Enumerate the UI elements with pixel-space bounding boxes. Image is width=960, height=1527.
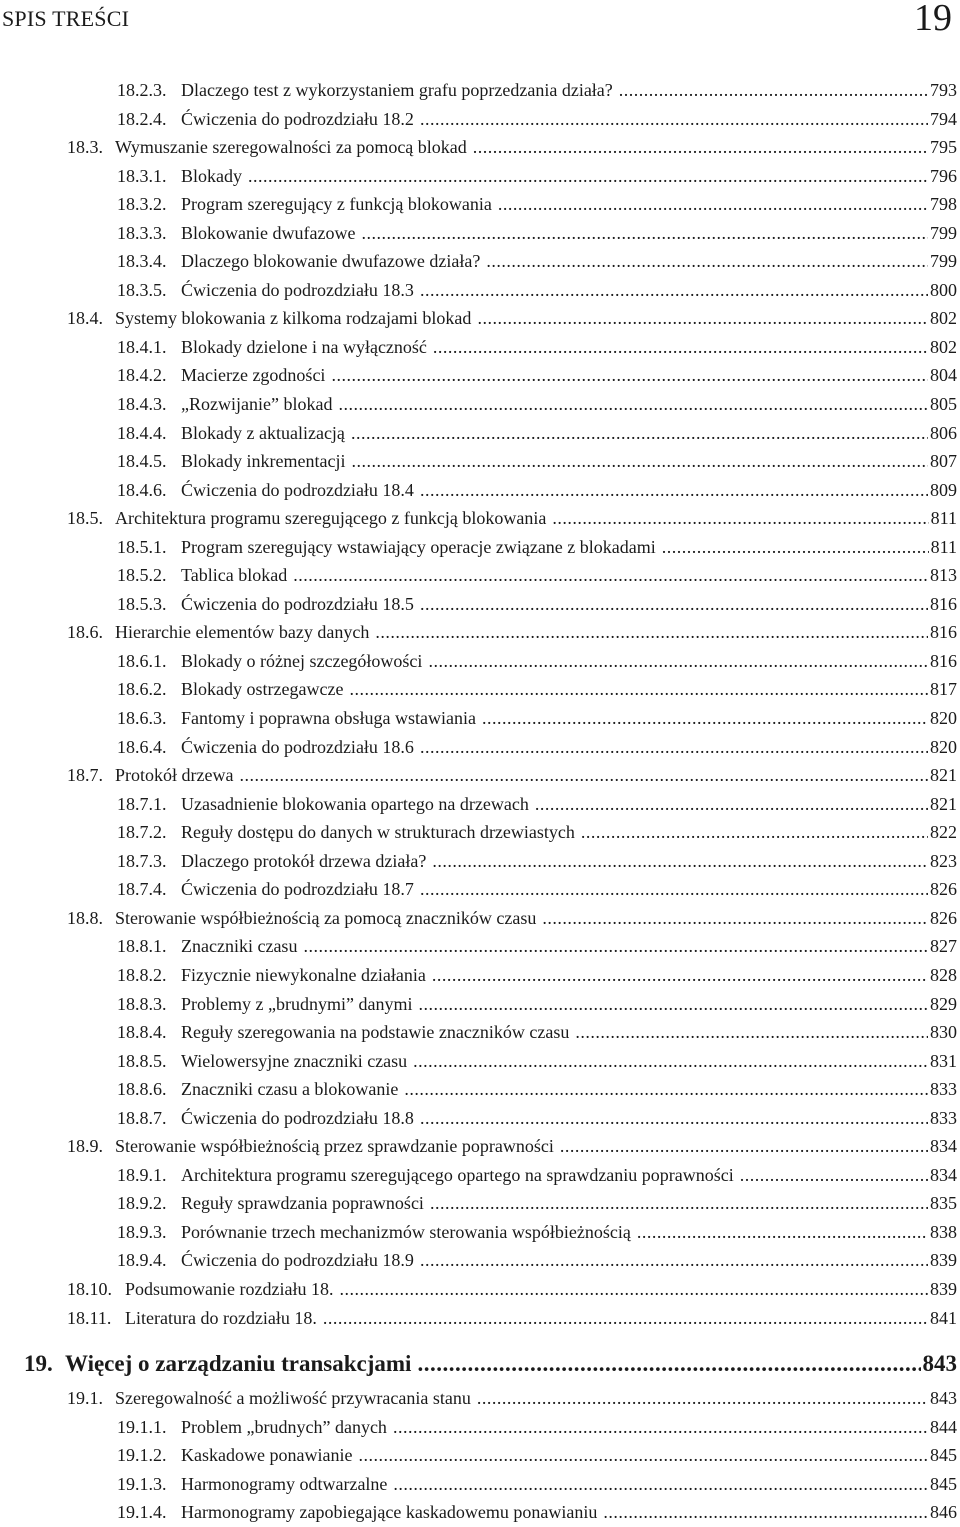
entry-title: Program szeregujący z funkcją blokowania bbox=[181, 194, 492, 215]
entry-page: 805 bbox=[930, 394, 957, 415]
toc-entry[interactable] bbox=[0, 647, 960, 676]
entry-title: Wymuszanie szeregowalności za pomocą blokad bbox=[115, 137, 467, 158]
entry-title: Dlaczego blokowanie dwufazowe działa? bbox=[181, 251, 481, 272]
entry-number: 18.8.5. bbox=[117, 1050, 167, 1071]
entry-page: 843 bbox=[930, 1388, 957, 1409]
dot-leader bbox=[404, 1075, 928, 1104]
toc-entry[interactable] bbox=[0, 1498, 960, 1527]
entry-number: 18.7. bbox=[67, 765, 103, 786]
entry-title: Ćwiczenia do podrozdziału 18.5 bbox=[181, 593, 414, 614]
entry-title: Systemy blokowania z kilkoma rodzajami blokad bbox=[115, 308, 472, 329]
dot-leader bbox=[477, 304, 928, 333]
entry-page: 826 bbox=[930, 879, 957, 900]
dot-leader bbox=[740, 1161, 928, 1190]
entry-page: 820 bbox=[930, 736, 957, 757]
entry-page: 802 bbox=[930, 308, 957, 329]
dot-leader bbox=[432, 847, 928, 876]
dot-leader bbox=[331, 361, 928, 390]
dot-leader bbox=[637, 1218, 928, 1247]
entry-page: 831 bbox=[930, 1050, 957, 1071]
entry-page: 833 bbox=[930, 1107, 957, 1128]
entry-title: Blokady z aktualizacją bbox=[181, 422, 345, 443]
entry-page: 827 bbox=[930, 936, 957, 957]
entry-page: 846 bbox=[930, 1502, 957, 1523]
toc-entry[interactable] bbox=[0, 133, 960, 162]
entry-number: 18.3.2. bbox=[117, 194, 167, 215]
entry-page: 835 bbox=[930, 1193, 957, 1214]
entry-page: 821 bbox=[930, 793, 957, 814]
entry-page: 833 bbox=[930, 1079, 957, 1100]
entry-title: Ćwiczenia do podrozdziału 18.9 bbox=[181, 1250, 414, 1271]
entry-title: Problem „brudnych” danych bbox=[181, 1416, 387, 1437]
dot-leader bbox=[323, 1304, 928, 1333]
dot-leader bbox=[339, 1275, 928, 1304]
dot-leader bbox=[603, 1498, 928, 1527]
entry-number: 18.8.3. bbox=[117, 993, 167, 1014]
dot-leader bbox=[418, 990, 928, 1019]
toc-entry[interactable] bbox=[0, 1104, 960, 1133]
toc-entry[interactable] bbox=[0, 276, 960, 305]
entry-title: Reguły szeregowania na podstawie znaczników czasu bbox=[181, 1022, 570, 1043]
entry-number: 18.8.6. bbox=[117, 1079, 167, 1100]
entry-number: 18.9.3. bbox=[117, 1221, 167, 1242]
toc-entry[interactable] bbox=[0, 533, 960, 562]
chapter-title: Więcej o zarządzaniu transakcjami bbox=[65, 1351, 412, 1377]
entry-title: Sterowanie współbieżnością za pomocą znaczników czasu bbox=[115, 907, 537, 928]
entry-number: 18.9.4. bbox=[117, 1250, 167, 1271]
entry-page: 816 bbox=[930, 650, 957, 671]
entry-number: 18.9. bbox=[67, 1136, 103, 1157]
toc-entry[interactable] bbox=[0, 76, 960, 105]
dot-leader bbox=[432, 961, 928, 990]
chapter-number: 19. bbox=[24, 1351, 53, 1377]
entry-number: 18.5. bbox=[67, 508, 103, 529]
entry-number: 18.4.1. bbox=[117, 336, 167, 357]
toc-entry[interactable] bbox=[0, 847, 960, 876]
toc-entry[interactable] bbox=[0, 733, 960, 762]
toc-entry[interactable] bbox=[0, 1470, 960, 1499]
entry-title: Blokady dzielone i na wyłączność bbox=[181, 336, 427, 357]
entry-page: 845 bbox=[930, 1445, 957, 1466]
dot-leader bbox=[393, 1413, 928, 1442]
dot-leader bbox=[417, 1344, 920, 1384]
dot-leader bbox=[662, 533, 929, 562]
entry-number: 18.6.4. bbox=[117, 736, 167, 757]
entry-page: 811 bbox=[930, 536, 957, 557]
entry-page: 844 bbox=[930, 1416, 957, 1437]
entry-title: Fizycznie niewykonalne działania bbox=[181, 964, 426, 985]
entry-number: 18.8. bbox=[67, 907, 103, 928]
dot-leader bbox=[375, 618, 928, 647]
entry-number: 18.3.5. bbox=[117, 279, 167, 300]
entry-title: Ćwiczenia do podrozdziału 18.4 bbox=[181, 479, 414, 500]
entry-title: Ćwiczenia do podrozdziału 18.8 bbox=[181, 1107, 414, 1128]
entry-title: Blokady ostrzegawcze bbox=[181, 679, 344, 700]
toc-entry[interactable] bbox=[0, 1161, 960, 1190]
entry-number: 18.7.3. bbox=[117, 850, 167, 871]
toc-entry[interactable] bbox=[0, 904, 960, 933]
entry-page: 830 bbox=[930, 1022, 957, 1043]
entry-number: 18.7.2. bbox=[117, 822, 167, 843]
dot-leader bbox=[413, 1047, 928, 1076]
entry-number: 18.4.3. bbox=[117, 394, 167, 415]
toc-entry[interactable] bbox=[0, 1441, 960, 1470]
entry-number: 18.2.4. bbox=[117, 108, 167, 129]
entry-number: 18.5.2. bbox=[117, 565, 167, 586]
entry-page: 799 bbox=[930, 251, 957, 272]
entry-number: 18.9.1. bbox=[117, 1164, 167, 1185]
entry-page: 829 bbox=[930, 993, 957, 1014]
entry-number: 18.8.1. bbox=[117, 936, 167, 957]
toc-entry[interactable] bbox=[0, 618, 960, 647]
entry-page: 813 bbox=[930, 565, 957, 586]
toc-entry[interactable] bbox=[0, 675, 960, 704]
toc-entry[interactable] bbox=[0, 590, 960, 619]
entry-number: 18.8.2. bbox=[117, 964, 167, 985]
toc-entry[interactable] bbox=[0, 361, 960, 390]
toc-entry[interactable] bbox=[0, 1304, 960, 1333]
dot-leader bbox=[482, 704, 928, 733]
entry-number: 18.4.5. bbox=[117, 451, 167, 472]
entry-title: Ćwiczenia do podrozdziału 18.7 bbox=[181, 879, 414, 900]
dot-leader bbox=[430, 1189, 928, 1218]
entry-title: Porównanie trzech mechanizmów sterowania współbieżnością bbox=[181, 1221, 631, 1242]
entry-number: 18.6.1. bbox=[117, 650, 167, 671]
toc-entry[interactable] bbox=[0, 961, 960, 990]
entry-page: 816 bbox=[930, 622, 957, 643]
toc-chapter-entry[interactable] bbox=[0, 1344, 960, 1384]
entry-number: 18.6.2. bbox=[117, 679, 167, 700]
dot-leader bbox=[420, 733, 928, 762]
toc-list-chapter-18 bbox=[0, 76, 960, 1332]
dot-leader bbox=[486, 247, 928, 276]
entry-number: 18.3.1. bbox=[117, 165, 167, 186]
entry-title: Architektura programu szeregującego opartego na sprawdzaniu poprawności bbox=[181, 1164, 734, 1185]
entry-page: 828 bbox=[930, 964, 957, 985]
entry-title: Protokół drzewa bbox=[115, 765, 234, 786]
dot-leader bbox=[393, 1470, 928, 1499]
toc-entry[interactable] bbox=[0, 219, 960, 248]
toc-entry[interactable] bbox=[0, 190, 960, 219]
entry-title: Blokady o różnej szczegółowości bbox=[181, 650, 423, 671]
toc-entry[interactable] bbox=[0, 247, 960, 276]
entry-page: 809 bbox=[930, 479, 957, 500]
dot-leader bbox=[361, 219, 928, 248]
toc-entry[interactable] bbox=[0, 1384, 960, 1413]
entry-title: Uzasadnienie blokowania opartego na drzewach bbox=[181, 793, 529, 814]
toc-entry[interactable] bbox=[0, 390, 960, 419]
entry-page: 834 bbox=[930, 1136, 957, 1157]
entry-number: 18.5.1. bbox=[117, 536, 167, 557]
dot-leader bbox=[351, 419, 928, 448]
toc-entry[interactable] bbox=[0, 818, 960, 847]
entry-page: 841 bbox=[930, 1307, 957, 1328]
entry-number: 18.4.4. bbox=[117, 422, 167, 443]
entry-number: 19.1. bbox=[67, 1388, 103, 1409]
entry-page: 826 bbox=[930, 907, 957, 928]
toc-entry[interactable] bbox=[0, 105, 960, 134]
entry-page: 806 bbox=[930, 422, 957, 443]
dot-leader bbox=[473, 133, 928, 162]
entry-page: 793 bbox=[930, 80, 957, 100]
toc-entry[interactable] bbox=[0, 561, 960, 590]
toc-list-chapter-19 bbox=[0, 1384, 960, 1527]
entry-title: Znaczniki czasu bbox=[181, 936, 298, 957]
entry-number: 19.1.1. bbox=[117, 1416, 167, 1437]
toc-entry[interactable] bbox=[0, 1189, 960, 1218]
dot-leader bbox=[420, 590, 928, 619]
entry-page: 794 bbox=[930, 108, 957, 129]
toc-entry[interactable] bbox=[0, 1275, 960, 1304]
toc-entry[interactable] bbox=[0, 1246, 960, 1275]
dot-leader bbox=[420, 1104, 928, 1133]
entry-title: Znaczniki czasu a blokowanie bbox=[181, 1079, 399, 1100]
entry-page: 816 bbox=[930, 593, 957, 614]
entry-page: 799 bbox=[930, 222, 957, 243]
entry-title: Ćwiczenia do podrozdziału 18.6 bbox=[181, 736, 414, 757]
entry-page: 800 bbox=[930, 279, 957, 300]
entry-title: Szeregowalność a możliwość przywracania stanu bbox=[115, 1388, 471, 1409]
entry-page: 802 bbox=[930, 336, 957, 357]
dot-leader bbox=[560, 1132, 928, 1161]
entry-title: Tablica blokad bbox=[181, 565, 288, 586]
entry-page: 796 bbox=[930, 165, 957, 186]
entry-title: Blokady inkrementacji bbox=[181, 451, 346, 472]
entry-title: Harmonogramy odtwarzalne bbox=[181, 1473, 388, 1494]
toc-entry[interactable] bbox=[0, 875, 960, 904]
entry-page: 817 bbox=[930, 679, 957, 700]
dot-leader bbox=[248, 162, 928, 191]
entry-number: 18.3. bbox=[67, 137, 103, 158]
dot-leader bbox=[535, 790, 928, 819]
dot-leader bbox=[575, 1018, 928, 1047]
entry-title: Macierze zgodności bbox=[181, 365, 326, 386]
entry-title: Problemy z „brudnymi” danymi bbox=[181, 993, 413, 1014]
dot-leader bbox=[349, 675, 928, 704]
toc-entry[interactable] bbox=[0, 476, 960, 505]
entry-title: Blokowanie dwufazowe bbox=[181, 222, 356, 243]
toc-entry[interactable] bbox=[0, 304, 960, 333]
toc-entry[interactable] bbox=[0, 990, 960, 1019]
entry-number: 18.2.3. bbox=[117, 80, 167, 100]
entry-page: 821 bbox=[930, 765, 957, 786]
entry-number: 18.7.1. bbox=[117, 793, 167, 814]
dot-leader bbox=[433, 333, 928, 362]
toc-entry[interactable] bbox=[0, 1018, 960, 1047]
dot-leader bbox=[420, 276, 928, 305]
entry-title: Blokady bbox=[181, 165, 242, 186]
toc-entry[interactable] bbox=[0, 162, 960, 191]
toc-entry[interactable] bbox=[0, 419, 960, 448]
entry-number: 18.4.6. bbox=[117, 479, 167, 500]
toc-entry[interactable] bbox=[0, 790, 960, 819]
toc-entry[interactable] bbox=[0, 333, 960, 362]
entry-title: Kaskadowe ponawianie bbox=[181, 1445, 353, 1466]
toc-entry[interactable] bbox=[0, 1075, 960, 1104]
dot-leader bbox=[542, 904, 928, 933]
entry-number: 18.8.7. bbox=[117, 1107, 167, 1128]
dot-leader bbox=[351, 447, 928, 476]
entry-number: 18.10. bbox=[67, 1278, 112, 1299]
entry-page: 839 bbox=[930, 1250, 957, 1271]
dot-leader bbox=[498, 190, 928, 219]
entry-page: 820 bbox=[930, 708, 957, 729]
entry-title: Hierarchie elementów bazy danych bbox=[115, 622, 370, 643]
entry-number: 18.7.4. bbox=[117, 879, 167, 900]
entry-title: Sterowanie współbieżnością przez sprawdzanie poprawności bbox=[115, 1136, 554, 1157]
toc-entry[interactable] bbox=[0, 1047, 960, 1076]
entry-title: „Rozwijanie” blokad bbox=[181, 394, 333, 415]
entry-title: Reguły sprawdzania poprawności bbox=[181, 1193, 424, 1214]
entry-number: 18.3.4. bbox=[117, 251, 167, 272]
dot-leader bbox=[303, 932, 928, 961]
toc-entry[interactable] bbox=[0, 447, 960, 476]
entry-title: Program szeregujący wstawiający operacje związane z blokadami bbox=[181, 536, 656, 557]
entry-page: 823 bbox=[930, 850, 957, 871]
entry-number: 18.9.2. bbox=[117, 1193, 167, 1214]
entry-page: 838 bbox=[930, 1221, 957, 1242]
dot-leader bbox=[552, 504, 928, 533]
entry-number: 19.1.2. bbox=[117, 1445, 167, 1466]
entry-number: 18.6. bbox=[67, 622, 103, 643]
entry-title: Wielowersyjne znaczniki czasu bbox=[181, 1050, 408, 1071]
running-header: SPIS TREŚCI bbox=[2, 6, 130, 31]
dot-leader bbox=[477, 1384, 928, 1413]
entry-title: Architektura programu szeregującego z funkcją blokowania bbox=[115, 508, 547, 529]
page-number: 19 bbox=[914, 0, 952, 39]
entry-number: 18.3.3. bbox=[117, 222, 167, 243]
entry-page: 822 bbox=[930, 822, 957, 843]
dot-leader bbox=[619, 76, 928, 105]
table-of-contents bbox=[0, 76, 960, 1527]
entry-title: Ćwiczenia do podrozdziału 18.2 bbox=[181, 108, 414, 129]
entry-title: Reguły dostępu do danych w strukturach drzewiastych bbox=[181, 822, 575, 843]
entry-page: 845 bbox=[930, 1473, 957, 1494]
entry-page: 795 bbox=[930, 137, 957, 158]
dot-leader bbox=[420, 875, 928, 904]
toc-entry[interactable] bbox=[0, 761, 960, 790]
toc-entry[interactable] bbox=[0, 1132, 960, 1161]
toc-entry[interactable] bbox=[0, 504, 960, 533]
entry-number: 18.4. bbox=[67, 308, 103, 329]
toc-entry[interactable] bbox=[0, 704, 960, 733]
dot-leader bbox=[420, 105, 928, 134]
entry-page: 834 bbox=[930, 1164, 957, 1185]
entry-page: 811 bbox=[930, 508, 957, 529]
entry-number: 18.8.4. bbox=[117, 1022, 167, 1043]
entry-number: 18.6.3. bbox=[117, 708, 167, 729]
chapter-page: 843 bbox=[922, 1351, 957, 1377]
dot-leader bbox=[428, 647, 928, 676]
entry-title: Literatura do rozdziału 18. bbox=[125, 1307, 317, 1328]
entry-number: 18.5.3. bbox=[117, 593, 167, 614]
entry-title: Harmonogramy zapobiegające kaskadowemu ponawianiu bbox=[181, 1502, 598, 1523]
dot-leader bbox=[581, 818, 928, 847]
toc-entry[interactable] bbox=[0, 932, 960, 961]
entry-title: Dlaczego protokół drzewa działa? bbox=[181, 850, 427, 871]
entry-title: Dlaczego test z wykorzystaniem grafu poprzedzania działa? bbox=[181, 80, 613, 100]
dot-leader bbox=[420, 1246, 928, 1275]
dot-leader bbox=[338, 390, 928, 419]
entry-title: Fantomy i poprawna obsługa wstawiania bbox=[181, 708, 476, 729]
entry-number: 19.1.4. bbox=[117, 1502, 167, 1523]
dot-leader bbox=[420, 476, 928, 505]
entry-page: 807 bbox=[930, 451, 957, 472]
toc-entry[interactable] bbox=[0, 1413, 960, 1442]
entry-title: Podsumowanie rozdziału 18. bbox=[125, 1278, 334, 1299]
dot-leader bbox=[293, 561, 928, 590]
entry-page: 839 bbox=[930, 1278, 957, 1299]
entry-number: 19.1.3. bbox=[117, 1473, 167, 1494]
dot-leader bbox=[358, 1441, 928, 1470]
entry-number: 18.4.2. bbox=[117, 365, 167, 386]
entry-number: 18.11. bbox=[67, 1307, 112, 1328]
entry-page: 804 bbox=[930, 365, 957, 386]
toc-entry[interactable] bbox=[0, 1218, 960, 1247]
entry-page: 798 bbox=[930, 194, 957, 215]
entry-title: Ćwiczenia do podrozdziału 18.3 bbox=[181, 279, 414, 300]
dot-leader bbox=[239, 761, 928, 790]
